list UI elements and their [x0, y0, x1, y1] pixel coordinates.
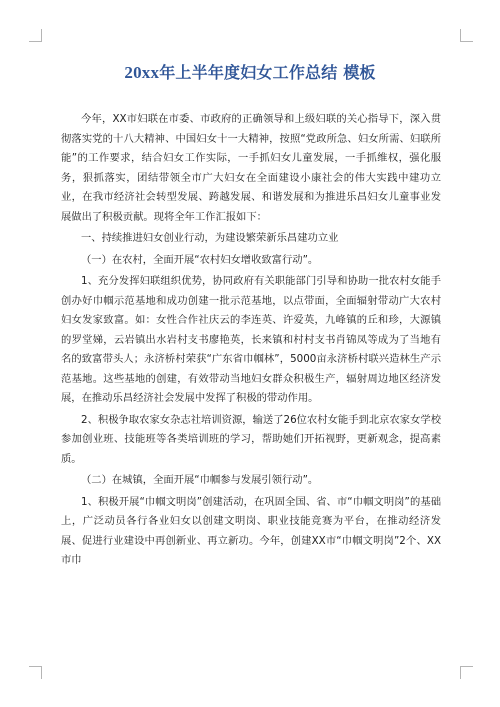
subsection-heading-rural: （一）在农村，全面开展“农村妇女增收致富行动”。 — [81, 253, 319, 266]
crop-mark-top-left — [29, 29, 42, 42]
subsection-heading-urban: （二）在城镇，全面开展“巾帼参与发展引领行动”。 — [81, 474, 319, 486]
paragraph-rural-2: 2、积极争取农家女杂志社培训资源，输送了26位农村女能手到北京农家女学校参加创业班、技能班等各类培训班的学习，帮助她们开拓视野，更新观念，提高素质。 — [61, 413, 441, 465]
document-title-year: 20xx — [124, 63, 160, 82]
paragraph-rural-1: 1、充分发挥妇联组织优势，协同政府有关职能部门引导和协助一批农村女能手创办好巾帼示范基地和成功创建一批示范基地，以点带面，全面辐射带动广大农村妇女发家致富。如：女性合作社庆云的李连英、许爱英，九峰镇的丘和珍，大源镇的罗堂娣，云岩镇出水岩村支书廖艳英，长来镇和村村支书肖锦凤等成为了当地有名的致富带头人；永济桥村荣获“广东省巾帼林”，5000亩永济桥村联兴造林生产示范基地。这些基地的创建，有效带动当地妇女群众积极生产，辐射周边地区经济发展，在推动乐昌经济社会发展中发挥了积极的带动作用。 — [61, 275, 441, 404]
crop-mark-bottom-right — [460, 666, 473, 679]
crop-mark-top-right — [460, 29, 473, 42]
document-title-text: 年上半年度妇女工作总结 模板 — [159, 63, 376, 82]
section-heading-1: 一、持续推进妇女创业行动，为建设繁荣新乐昌建功立业 — [81, 232, 339, 244]
document-body — [61, 110, 441, 573]
paragraph-urban-1: 1、积极开展“巾帼文明岗”创建活动，在巩固全国、省、市“巾帼文明岗”的基础上，广泛动员各行各业妇女以创建文明岗、职业技能竞赛为平台，在推动经济发展、促进行业建设中再创新业、再立新功。今年，创建XX市“巾帼文明岗”2个、XX市巾 — [61, 495, 441, 566]
document-title — [0, 62, 500, 84]
paragraph-intro: 今年，XX市妇联在市委、市政府的正确领导和上级妇联的关心指导下，深入贯彻落实党的十八大精神、中国妇女十一大精神，按照“党政所急、妇女所需、妇联所能”的工作要求，结合妇女工作实际，一手抓妇女儿童发展，一手抓维权，强化服务，狠抓落实，团结带领全市广大妇女在全面建设小康社会的伟大实践中建功立业，在我市经济社会转型发展、跨越发展、和谐发展和为推进乐昌妇女儿童事业发展做出了积极贡献。现将全年工作汇报如下： — [61, 113, 441, 223]
crop-mark-bottom-left — [29, 666, 42, 679]
